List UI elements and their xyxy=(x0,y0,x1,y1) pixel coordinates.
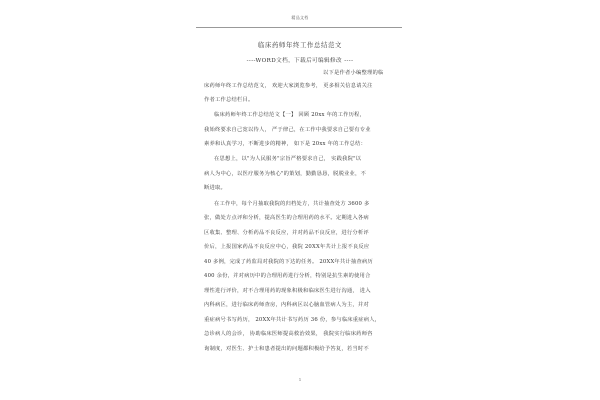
body-line: 在思想上，以"为人民服务"宗旨严格要求自己， 实践我院"以 xyxy=(214,156,362,162)
page-number: 1 xyxy=(298,377,302,382)
header-label: 精品文档 xyxy=(291,15,309,20)
body-line: 询制度，对医生、护士和患者提出的问题都积极给予答复，若当时不 xyxy=(204,346,369,352)
header-divider xyxy=(196,27,402,28)
body-line: 重症病号书写药历， 20XX年共计书写药历 36 份，参与临床重症病人， xyxy=(204,317,381,323)
body-line: 区收集、整理、分析药品不良反应，并对药品不良反应，进行分析评 xyxy=(204,230,369,236)
body-line: 理性进行评价，对不合理用药的现象积极和临床医生进行沟通， 进入 xyxy=(204,288,371,294)
body-line: 400 余份，并对病历中的合理用药进行分析，特别是抗生素的使用合 xyxy=(204,273,371,279)
body-line: 临床药师年终工作总结范文【一】 回顾 20xx 年的工作历程， xyxy=(214,112,366,118)
body-line: 我始终要求自己宽以待人， 严于律己，在工作中我要求自己要有专业 xyxy=(204,127,371,133)
body-line: 作者工作总结栏目。 xyxy=(204,97,254,103)
body-line: 断进取。 xyxy=(204,185,226,191)
body-line: 40 多例，完成了药监局对我院的下达的任务。 20XX年共计抽查病历 xyxy=(204,259,373,265)
body-line: 以下是作者小编整理的临 xyxy=(323,70,384,76)
body-line: 急诊病人的会诊， 协助临床医师提高救治效果， 我院实行临床药师咨 xyxy=(204,331,373,337)
body-line: 病人为中心，以医疗服务为核心"的策划，勤勤恳恳，脱脱业业，不 xyxy=(204,171,367,177)
body-line: 素养和认真学习，不断进步的精神， 如下是 20xx 年的工作总结： xyxy=(204,141,367,147)
body-line: 在工作中，每个月抽取我院的归档处方，共计抽查处方 3600 多 xyxy=(214,201,370,207)
body-line: 价后，上报国家药品不良反应中心，我院 20XX年共计上报不良反应 xyxy=(204,244,370,250)
body-line: 内科病区，进行临床药师查房，内科病区以心脑血管病人为主，并对 xyxy=(204,302,369,308)
body-line: 张，做处方点评和分析，提高医生的合理用药的水平。定期进入各病 xyxy=(204,215,369,221)
document-subtitle: ----WORD文档，下载后可编辑修改 ---- xyxy=(246,58,354,64)
body-line: 床药师年终工作总结范文， 欢迎大家浏览参考， 更多相关信息请关注 xyxy=(204,83,373,89)
document-title: 临床药师年终工作总结范文 xyxy=(258,41,342,49)
